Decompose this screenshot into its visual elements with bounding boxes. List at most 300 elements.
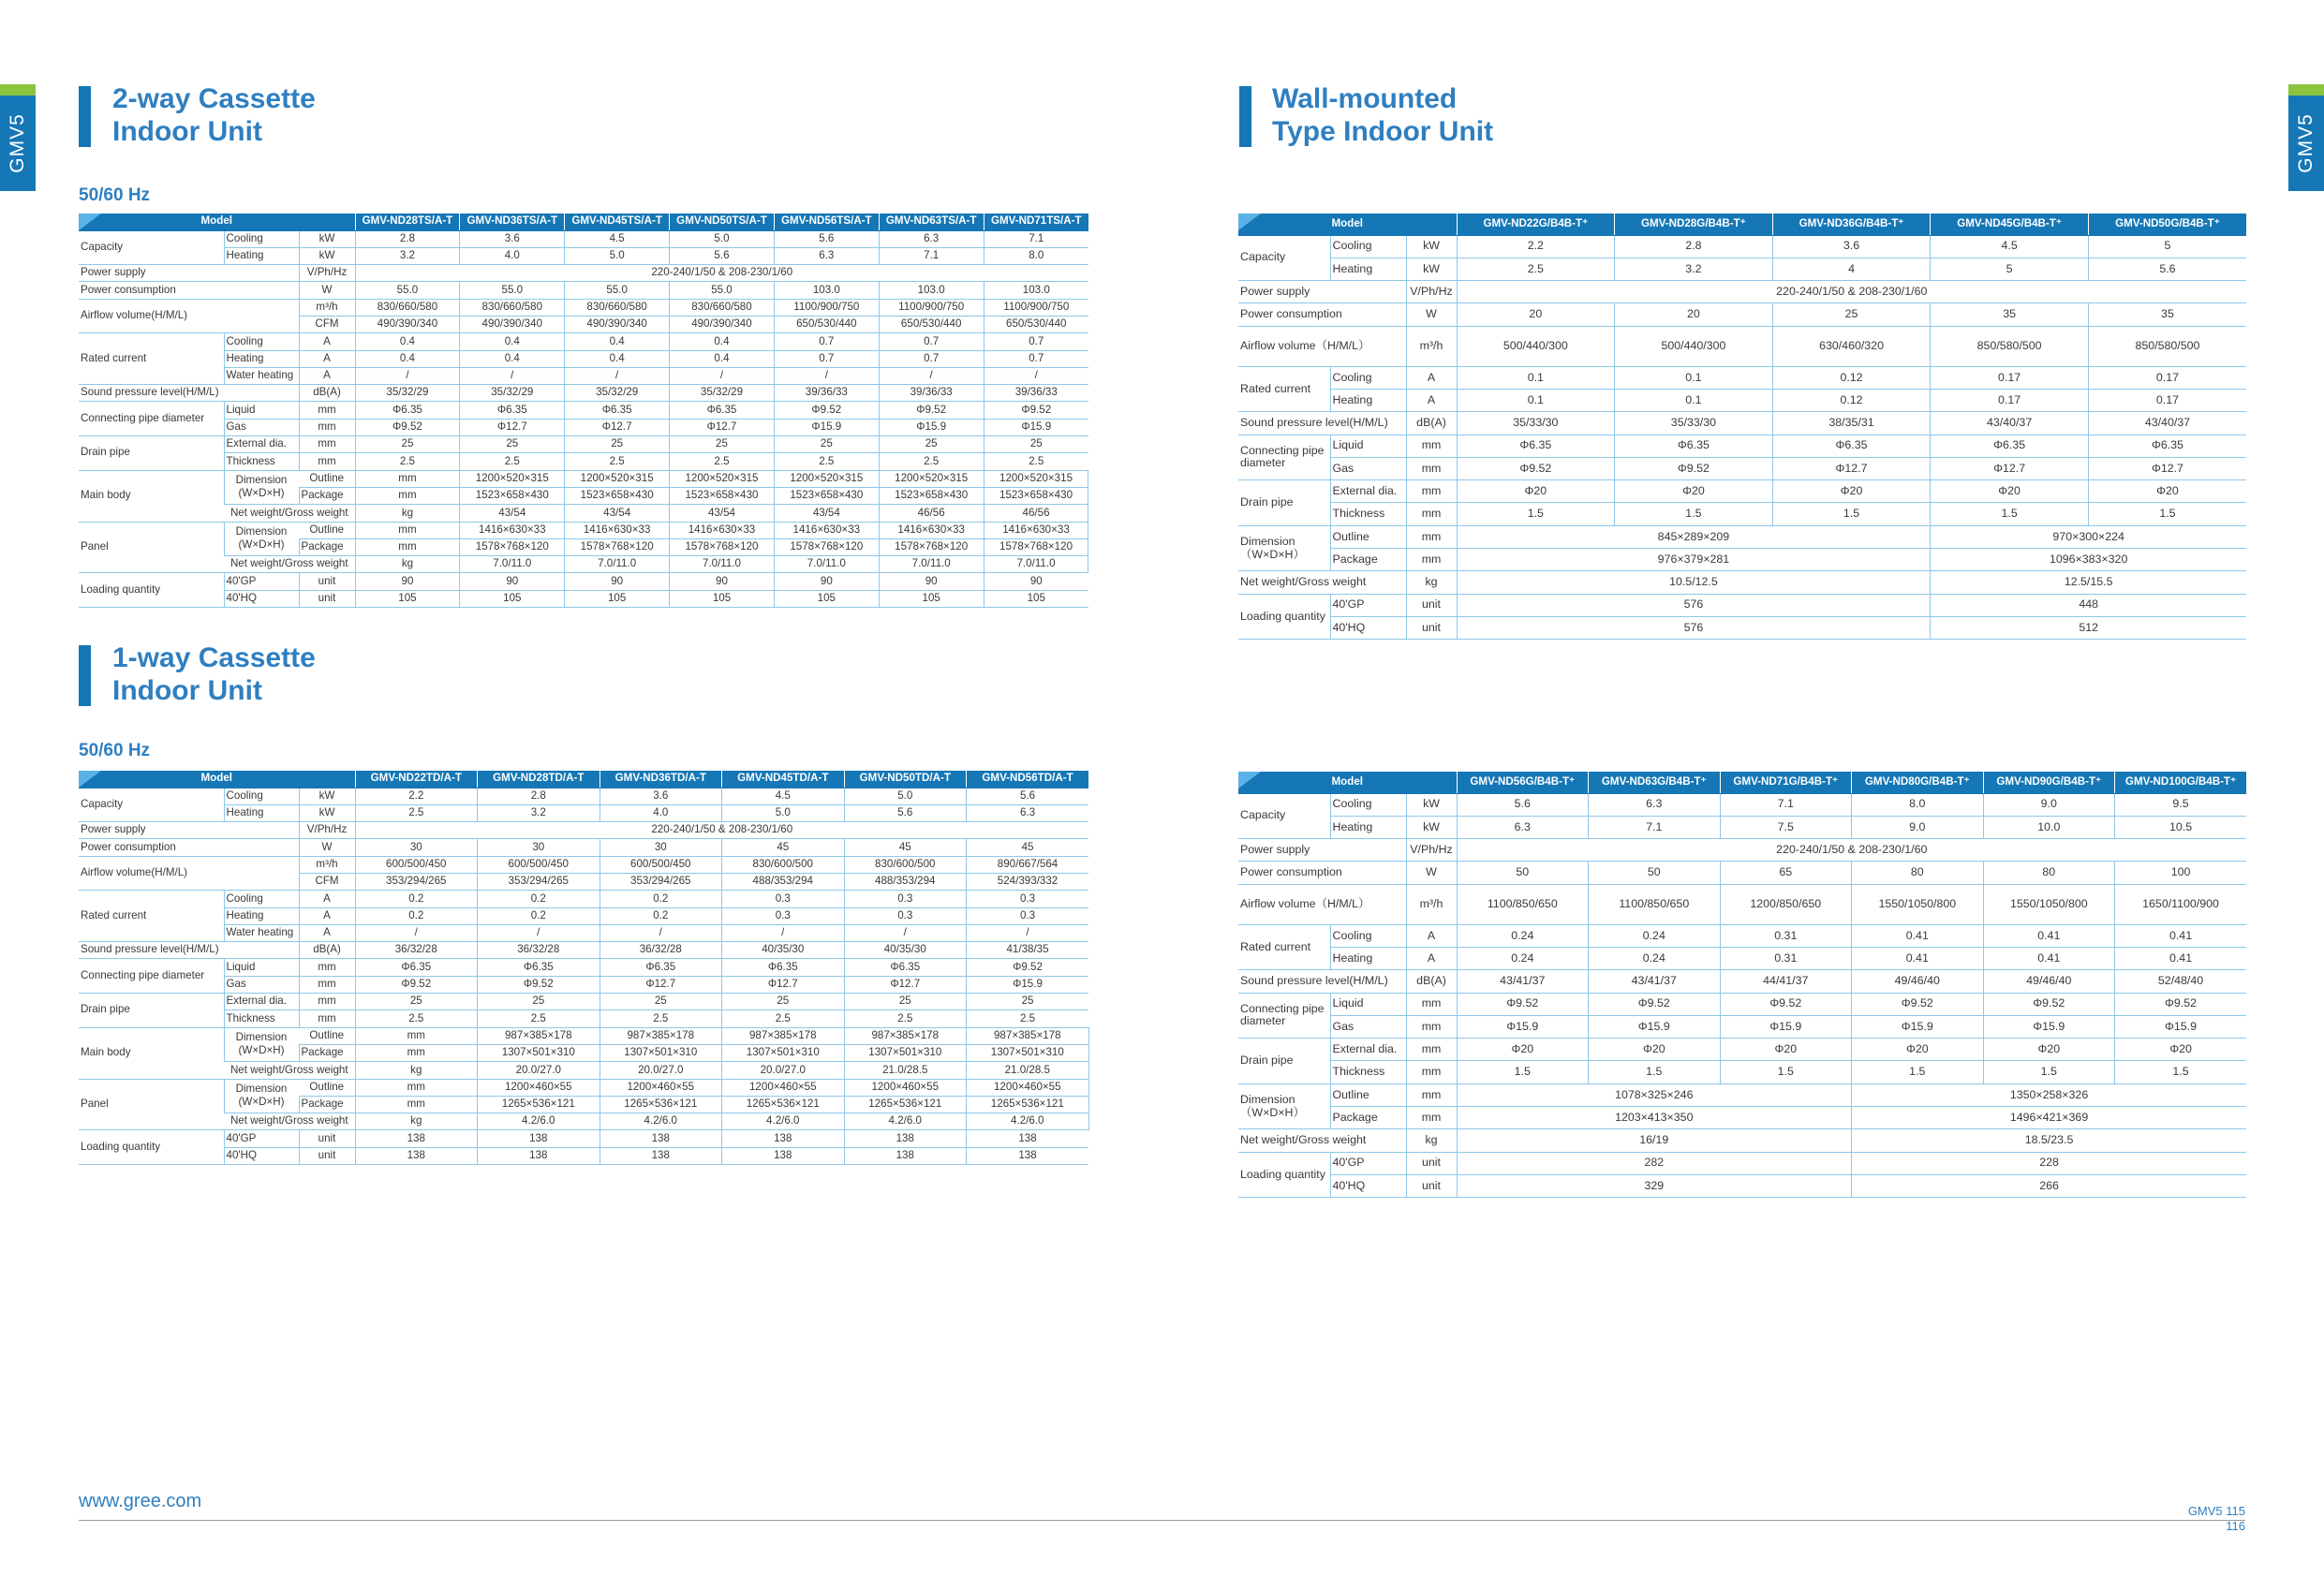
value-cell: 1200×460×55 <box>600 1079 722 1096</box>
row-group-label: Power supply <box>79 265 299 282</box>
table-row <box>1238 258 2246 280</box>
value-cell: Φ9.52 <box>774 402 879 419</box>
unit-label: mm <box>355 1079 478 1096</box>
value-cell: 4 <box>1772 258 1931 280</box>
table-row <box>79 522 1088 538</box>
value-cell: 25 <box>984 436 1088 453</box>
value-cell: Φ6.35 <box>355 402 460 419</box>
value-cell: 830/660/580 <box>460 299 565 316</box>
model-name: GMV-ND56TS/A-T <box>774 214 879 230</box>
value-cell: Φ9.52 <box>984 402 1088 419</box>
value-cell: 0.1 <box>1615 366 1773 389</box>
row-group-label: Rated current <box>1238 924 1330 970</box>
row-group-label: Drain pipe <box>1238 1039 1330 1084</box>
value-cell: / <box>478 924 600 941</box>
row-group-label: Power consumption <box>79 282 299 299</box>
table-row <box>79 453 1088 470</box>
spanned-value: 970×300×224 <box>1931 525 2246 548</box>
model-name: GMV-ND45TD/A-T <box>722 771 845 788</box>
footer-page-label: GMV5 115 <box>2187 1504 2245 1518</box>
spanned-value: 10.5/12.5 <box>1457 571 1931 594</box>
model-name: GMV-ND36TD/A-T <box>600 771 722 788</box>
title-line-2: Indoor Unit <box>112 675 262 706</box>
table-row <box>79 505 1088 522</box>
value-cell: 2.8 <box>355 230 460 247</box>
row-sub-label: 40'HQ <box>224 1147 299 1164</box>
value-cell: 1.5 <box>1772 503 1931 525</box>
value-cell: 987×385×178 <box>600 1027 722 1044</box>
value-cell: 1200/850/650 <box>1720 884 1852 924</box>
value-cell: 2.8 <box>478 788 600 804</box>
row-group-label: Drain pipe <box>79 436 224 471</box>
value-cell: 2.5 <box>844 1010 967 1027</box>
value-cell: 43/41/37 <box>1589 970 1721 993</box>
header-accent <box>1238 214 1261 230</box>
value-cell: 1307×501×310 <box>967 1044 1089 1061</box>
row-group-label: Sound pressure level(H/M/L) <box>79 385 299 402</box>
weight-label: Net weight/Gross weight <box>224 556 355 573</box>
model-name: GMV-ND28G/B4B-T⁺ <box>1615 214 1773 235</box>
model-header-label: Model <box>1331 774 1364 788</box>
value-cell: 4.5 <box>722 788 845 804</box>
value-cell: 2.5 <box>355 453 460 470</box>
value-cell: Φ20 <box>1931 480 2089 503</box>
value-cell: 5 <box>2088 235 2246 258</box>
value-cell: 90 <box>774 573 879 590</box>
value-cell: 2.5 <box>722 1010 845 1027</box>
value-cell: 38/35/31 <box>1772 412 1931 435</box>
spanned-value: 282 <box>1457 1152 1852 1174</box>
value-cell: 490/390/340 <box>565 316 670 332</box>
value-cell: 105 <box>355 590 460 607</box>
section-bar <box>79 86 91 147</box>
value-cell: 0.41 <box>1852 947 1984 969</box>
unit-label: mm <box>299 1010 355 1027</box>
value-cell: 39/36/33 <box>984 385 1088 402</box>
spanned-value: 18.5/23.5 <box>1852 1129 2247 1152</box>
value-cell: Φ20 <box>1457 480 1615 503</box>
value-cell: 35 <box>1931 303 2089 326</box>
spec-table-2way-cassette <box>79 214 1088 608</box>
unit-label: kg <box>355 1062 478 1079</box>
value-cell: / <box>355 924 478 941</box>
value-cell: Φ9.52 <box>1457 993 1589 1015</box>
value-cell: 50 <box>1589 862 1721 884</box>
value-cell: 830/660/580 <box>565 299 670 316</box>
value-cell: 0.3 <box>967 907 1089 924</box>
row-group-label: Net weight/Gross weight <box>1238 1129 1406 1152</box>
value-cell: 2.2 <box>355 788 478 804</box>
table-row <box>1238 816 2246 838</box>
row-group-label: Capacity <box>79 230 224 265</box>
value-cell: 2.5 <box>670 453 775 470</box>
value-cell: 55.0 <box>460 282 565 299</box>
table-row <box>79 839 1088 856</box>
value-cell: / <box>722 924 845 941</box>
value-cell: 1578×768×120 <box>879 538 984 555</box>
row-sub-label: Liquid <box>1330 993 1406 1015</box>
value-cell: 2.5 <box>565 453 670 470</box>
row-sub-label: Heating <box>1330 389 1406 411</box>
unit-label: dB(A) <box>299 385 355 402</box>
value-cell: 21.0/28.5 <box>967 1062 1089 1079</box>
unit-label: mm <box>355 470 460 487</box>
value-cell: 103.0 <box>984 282 1088 299</box>
value-cell: 0.24 <box>1589 924 1721 947</box>
row-sub-label: Liquid <box>224 402 299 419</box>
unit-label: kW <box>1406 793 1457 816</box>
value-cell: Φ9.52 <box>1589 993 1721 1015</box>
row-group-label: Loading quantity <box>1238 1152 1330 1198</box>
unit-label: CFM <box>299 873 355 890</box>
value-cell: / <box>967 924 1089 941</box>
table-row <box>79 573 1088 590</box>
value-cell: 55.0 <box>355 282 460 299</box>
row-group-label: Connecting pipe diameter <box>79 959 224 994</box>
row-group-label: Power supply <box>1238 281 1406 303</box>
spanned-value: 976×379×281 <box>1457 549 1931 571</box>
table-row <box>79 230 1088 247</box>
table-row <box>79 942 1088 959</box>
value-cell: Φ6.35 <box>722 959 845 976</box>
row-sub-label: External dia. <box>1330 1039 1406 1061</box>
value-cell: 4.2/6.0 <box>722 1113 845 1130</box>
value-cell: 490/390/340 <box>460 316 565 332</box>
row-sub-label: Outline <box>299 1079 355 1096</box>
unit-label: mm <box>1406 503 1457 525</box>
unit-label: mm <box>299 419 355 435</box>
header-accent <box>79 214 101 230</box>
value-cell: 1416×630×33 <box>460 522 565 538</box>
row-group-label: Dimension（W×D×H） <box>1238 525 1330 571</box>
value-cell: 490/390/340 <box>670 316 775 332</box>
title-line-1: 1-way Cassette <box>112 642 316 673</box>
value-cell: 35/33/30 <box>1457 412 1615 435</box>
spanned-value: 512 <box>1931 616 2246 639</box>
value-cell: 524/393/332 <box>967 873 1089 890</box>
unit-label: kW <box>1406 816 1457 838</box>
value-cell: / <box>670 367 775 384</box>
table-row <box>1238 480 2246 503</box>
value-cell: 6.3 <box>1589 793 1721 816</box>
value-cell: 0.3 <box>844 891 967 907</box>
row-sub-label: 40'HQ <box>224 590 299 607</box>
value-cell: 0.41 <box>2115 947 2247 969</box>
section-title-wall-mounted <box>1272 82 1493 148</box>
value-cell: 5 <box>1931 258 2089 280</box>
value-cell: 3.2 <box>478 804 600 821</box>
unit-label: A <box>299 367 355 384</box>
table-row <box>79 590 1088 607</box>
table-row <box>79 994 1088 1010</box>
merged-value: 220-240/1/50 & 208-230/1/60 <box>1457 281 2246 303</box>
unit-label: unit <box>1406 616 1457 639</box>
value-cell: Φ6.35 <box>478 959 600 976</box>
table-row <box>79 804 1088 821</box>
value-cell: Φ9.52 <box>355 419 460 435</box>
value-cell: 2.5 <box>774 453 879 470</box>
value-cell: 488/353/294 <box>722 873 845 890</box>
unit-label: mm <box>1406 435 1457 457</box>
table-row <box>79 282 1088 299</box>
unit-label: CFM <box>299 316 355 332</box>
value-cell: 105 <box>879 590 984 607</box>
unit-label: m³/h <box>299 299 355 316</box>
value-cell: Φ15.9 <box>984 419 1088 435</box>
value-cell: 40/35/30 <box>722 942 845 959</box>
value-cell: Φ6.35 <box>1931 435 2089 457</box>
value-cell: 138 <box>967 1130 1089 1147</box>
value-cell: Φ9.52 <box>2115 993 2247 1015</box>
value-cell: 1550/1050/800 <box>1983 884 2115 924</box>
model-name: GMV-ND50TD/A-T <box>844 771 967 788</box>
row-sub-label: Heating <box>1330 947 1406 969</box>
value-cell: 3.2 <box>1615 258 1773 280</box>
unit-label: mm <box>1406 1061 1457 1083</box>
table-row <box>1238 366 2246 389</box>
value-cell: 0.17 <box>1931 389 2089 411</box>
unit-label: mm <box>299 994 355 1010</box>
value-cell: 4.2/6.0 <box>844 1113 967 1130</box>
row-sub-label: Outline <box>1330 1083 1406 1106</box>
value-cell: 138 <box>722 1147 845 1164</box>
value-cell: 500/440/300 <box>1615 326 1773 366</box>
value-cell: 90 <box>879 573 984 590</box>
value-cell: 1265×536×121 <box>722 1096 845 1113</box>
weight-label: Net weight/Gross weight <box>224 505 355 522</box>
value-cell: 138 <box>600 1130 722 1147</box>
unit-label: kW <box>1406 235 1457 258</box>
row-sub-label: Cooling <box>224 891 299 907</box>
row-group-label: Connecting pipe diameter <box>1238 993 1330 1039</box>
unit-label: W <box>1406 303 1457 326</box>
value-cell: 39/36/33 <box>774 385 879 402</box>
spanned-value: 576 <box>1457 594 1931 616</box>
value-cell: 0.17 <box>2088 389 2246 411</box>
value-cell: 25 <box>967 994 1089 1010</box>
spanned-value: 1078×325×246 <box>1457 1083 1852 1106</box>
unit-label: mm <box>1406 549 1457 571</box>
value-cell: 1100/900/750 <box>984 299 1088 316</box>
value-cell: 43/54 <box>565 505 670 522</box>
value-cell: 80 <box>1983 862 2115 884</box>
value-cell: 1307×501×310 <box>600 1044 722 1061</box>
row-group-label: Drain pipe <box>1238 480 1330 526</box>
value-cell: 6.3 <box>967 804 1089 821</box>
value-cell: 43/40/37 <box>1931 412 2089 435</box>
merged-value: 220-240/1/50 & 208-230/1/60 <box>1457 839 2246 862</box>
header-accent <box>1238 772 1261 788</box>
row-group-label: Sound pressure level(H/M/L) <box>79 942 299 959</box>
row-sub-label: Heating <box>224 804 299 821</box>
table-row <box>1238 326 2246 366</box>
row-sub-label: External dia. <box>224 436 299 453</box>
value-cell: 890/667/564 <box>967 856 1089 873</box>
value-cell: / <box>879 367 984 384</box>
spanned-value: 1203×413×350 <box>1457 1107 1852 1129</box>
table-row <box>1238 993 2246 1015</box>
value-cell: 138 <box>844 1130 967 1147</box>
value-cell: 25 <box>355 994 478 1010</box>
row-group-label: Power consumption <box>79 839 299 856</box>
unit-label: A <box>1406 924 1457 947</box>
spec-table-1way-cassette <box>79 771 1088 1165</box>
row-sub-label: 40'HQ <box>1330 616 1406 639</box>
table-row <box>1238 862 2246 884</box>
value-cell: 1650/1100/900 <box>2115 884 2247 924</box>
value-cell: 3.2 <box>355 247 460 264</box>
value-cell: 7.0/11.0 <box>984 556 1088 573</box>
value-cell: 0.4 <box>670 350 775 367</box>
value-cell: 25 <box>774 436 879 453</box>
value-cell: 20.0/27.0 <box>478 1062 600 1079</box>
value-cell: 105 <box>670 590 775 607</box>
value-cell: 41/38/35 <box>967 942 1089 959</box>
value-cell: 2.5 <box>355 1010 478 1027</box>
value-cell: 1200×460×55 <box>478 1079 600 1096</box>
value-cell: 1578×768×120 <box>670 538 775 555</box>
value-cell: 488/353/294 <box>844 873 967 890</box>
table-header-row <box>1238 214 2246 235</box>
value-cell: 650/530/440 <box>984 316 1088 332</box>
row-group-label: Power consumption <box>1238 862 1406 884</box>
table-row <box>79 470 1088 487</box>
value-cell: 20 <box>1457 303 1615 326</box>
value-cell: 5.0 <box>565 247 670 264</box>
model-name: GMV-ND45TS/A-T <box>565 214 670 230</box>
value-cell: 1523×658×430 <box>774 487 879 504</box>
value-cell: 138 <box>355 1130 478 1147</box>
row-sub-label: Liquid <box>1330 435 1406 457</box>
value-cell: Φ9.52 <box>1615 457 1773 479</box>
value-cell: / <box>565 367 670 384</box>
row-sub-label: Outline <box>1330 525 1406 548</box>
unit-label: mm <box>299 402 355 419</box>
row-sub-label: External dia. <box>1330 480 1406 503</box>
value-cell: 0.2 <box>600 891 722 907</box>
value-cell: Φ6.35 <box>565 402 670 419</box>
row-sub-label: Thickness <box>1330 503 1406 525</box>
value-cell: 25 <box>1772 303 1931 326</box>
value-cell: 1416×630×33 <box>774 522 879 538</box>
value-cell: 1200×520×315 <box>565 470 670 487</box>
value-cell: 7.0/11.0 <box>774 556 879 573</box>
value-cell: 0.1 <box>1615 389 1773 411</box>
table-row <box>1238 1107 2246 1129</box>
value-cell: Φ20 <box>2115 1039 2247 1061</box>
unit-label: A <box>299 333 355 350</box>
row-group-label: Power supply <box>79 822 299 839</box>
value-cell: 0.2 <box>478 891 600 907</box>
row-group-label: Airflow volume(H/M/L) <box>79 299 299 333</box>
value-cell: 0.31 <box>1720 947 1852 969</box>
dimension-label: Dimension (W×D×H) <box>224 1079 299 1113</box>
value-cell: 0.17 <box>2088 366 2246 389</box>
value-cell: Φ9.52 <box>879 402 984 419</box>
unit-label: mm <box>1406 1039 1457 1061</box>
value-cell: 600/500/450 <box>355 856 478 873</box>
row-sub-label: Heating <box>224 247 299 264</box>
value-cell: 2.5 <box>355 804 478 821</box>
value-cell: 138 <box>967 1147 1089 1164</box>
unit-label: unit <box>299 1130 355 1147</box>
value-cell: 8.0 <box>984 247 1088 264</box>
value-cell: 0.3 <box>722 907 845 924</box>
value-cell: 138 <box>844 1147 967 1164</box>
model-header-label: Model <box>200 772 233 785</box>
spanned-value: 448 <box>1931 594 2246 616</box>
value-cell: 35/32/29 <box>355 385 460 402</box>
footer-page-number: 116 <box>2226 1519 2245 1533</box>
value-cell: 4.0 <box>460 247 565 264</box>
value-cell: 7.1 <box>879 247 984 264</box>
unit-label: kg <box>1406 571 1457 594</box>
value-cell: 0.31 <box>1720 924 1852 947</box>
row-group-label: Capacity <box>1238 235 1330 281</box>
value-cell: 1523×658×430 <box>460 487 565 504</box>
value-cell: 46/56 <box>879 505 984 522</box>
row-sub-label: 40'GP <box>1330 1152 1406 1174</box>
table-row <box>79 976 1088 993</box>
value-cell: 2.5 <box>879 453 984 470</box>
value-cell: 1100/850/650 <box>1589 884 1721 924</box>
value-cell: / <box>460 367 565 384</box>
table-row <box>1238 389 2246 411</box>
value-cell: 0.2 <box>600 907 722 924</box>
unit-label: A <box>299 907 355 924</box>
side-tab-label: GMV5 <box>7 113 29 173</box>
value-cell: 1578×768×120 <box>984 538 1088 555</box>
model-name: GMV-ND50TS/A-T <box>670 214 775 230</box>
row-group-label: Loading quantity <box>1238 594 1330 640</box>
value-cell: Φ6.35 <box>355 959 478 976</box>
row-group-label: Capacity <box>1238 793 1330 839</box>
table-row <box>79 788 1088 804</box>
value-cell: 90 <box>670 573 775 590</box>
value-cell: Φ12.7 <box>1931 457 2089 479</box>
value-cell: 105 <box>565 590 670 607</box>
value-cell: 850/580/500 <box>1931 326 2089 366</box>
unit-label: mm <box>355 1044 478 1061</box>
value-cell: 0.4 <box>460 350 565 367</box>
table-row <box>79 1062 1088 1079</box>
value-cell: 1.5 <box>1457 503 1615 525</box>
value-cell: 105 <box>984 590 1088 607</box>
row-group-label: Capacity <box>79 788 224 822</box>
unit-label: kW <box>299 247 355 264</box>
value-cell: Φ20 <box>1852 1039 1984 1061</box>
value-cell: 6.3 <box>1457 816 1589 838</box>
row-sub-label: Gas <box>1330 1015 1406 1038</box>
value-cell: 7.0/11.0 <box>879 556 984 573</box>
row-sub-label: Thickness <box>224 1010 299 1027</box>
value-cell: 103.0 <box>879 282 984 299</box>
table-row <box>1238 947 2246 969</box>
value-cell: 4.5 <box>1931 235 2089 258</box>
value-cell: 2.5 <box>460 453 565 470</box>
unit-label: m³/h <box>1406 884 1457 924</box>
value-cell: 1200×460×55 <box>844 1079 967 1096</box>
value-cell: 0.7 <box>879 333 984 350</box>
value-cell: Φ9.52 <box>1457 457 1615 479</box>
unit-label: mm <box>1406 1107 1457 1129</box>
row-sub-label: Thickness <box>1330 1061 1406 1083</box>
value-cell: 7.5 <box>1720 816 1852 838</box>
value-cell: 0.7 <box>984 350 1088 367</box>
value-cell: 80 <box>1852 862 1984 884</box>
unit-label: mm <box>355 1027 478 1044</box>
value-cell: 30 <box>355 839 478 856</box>
